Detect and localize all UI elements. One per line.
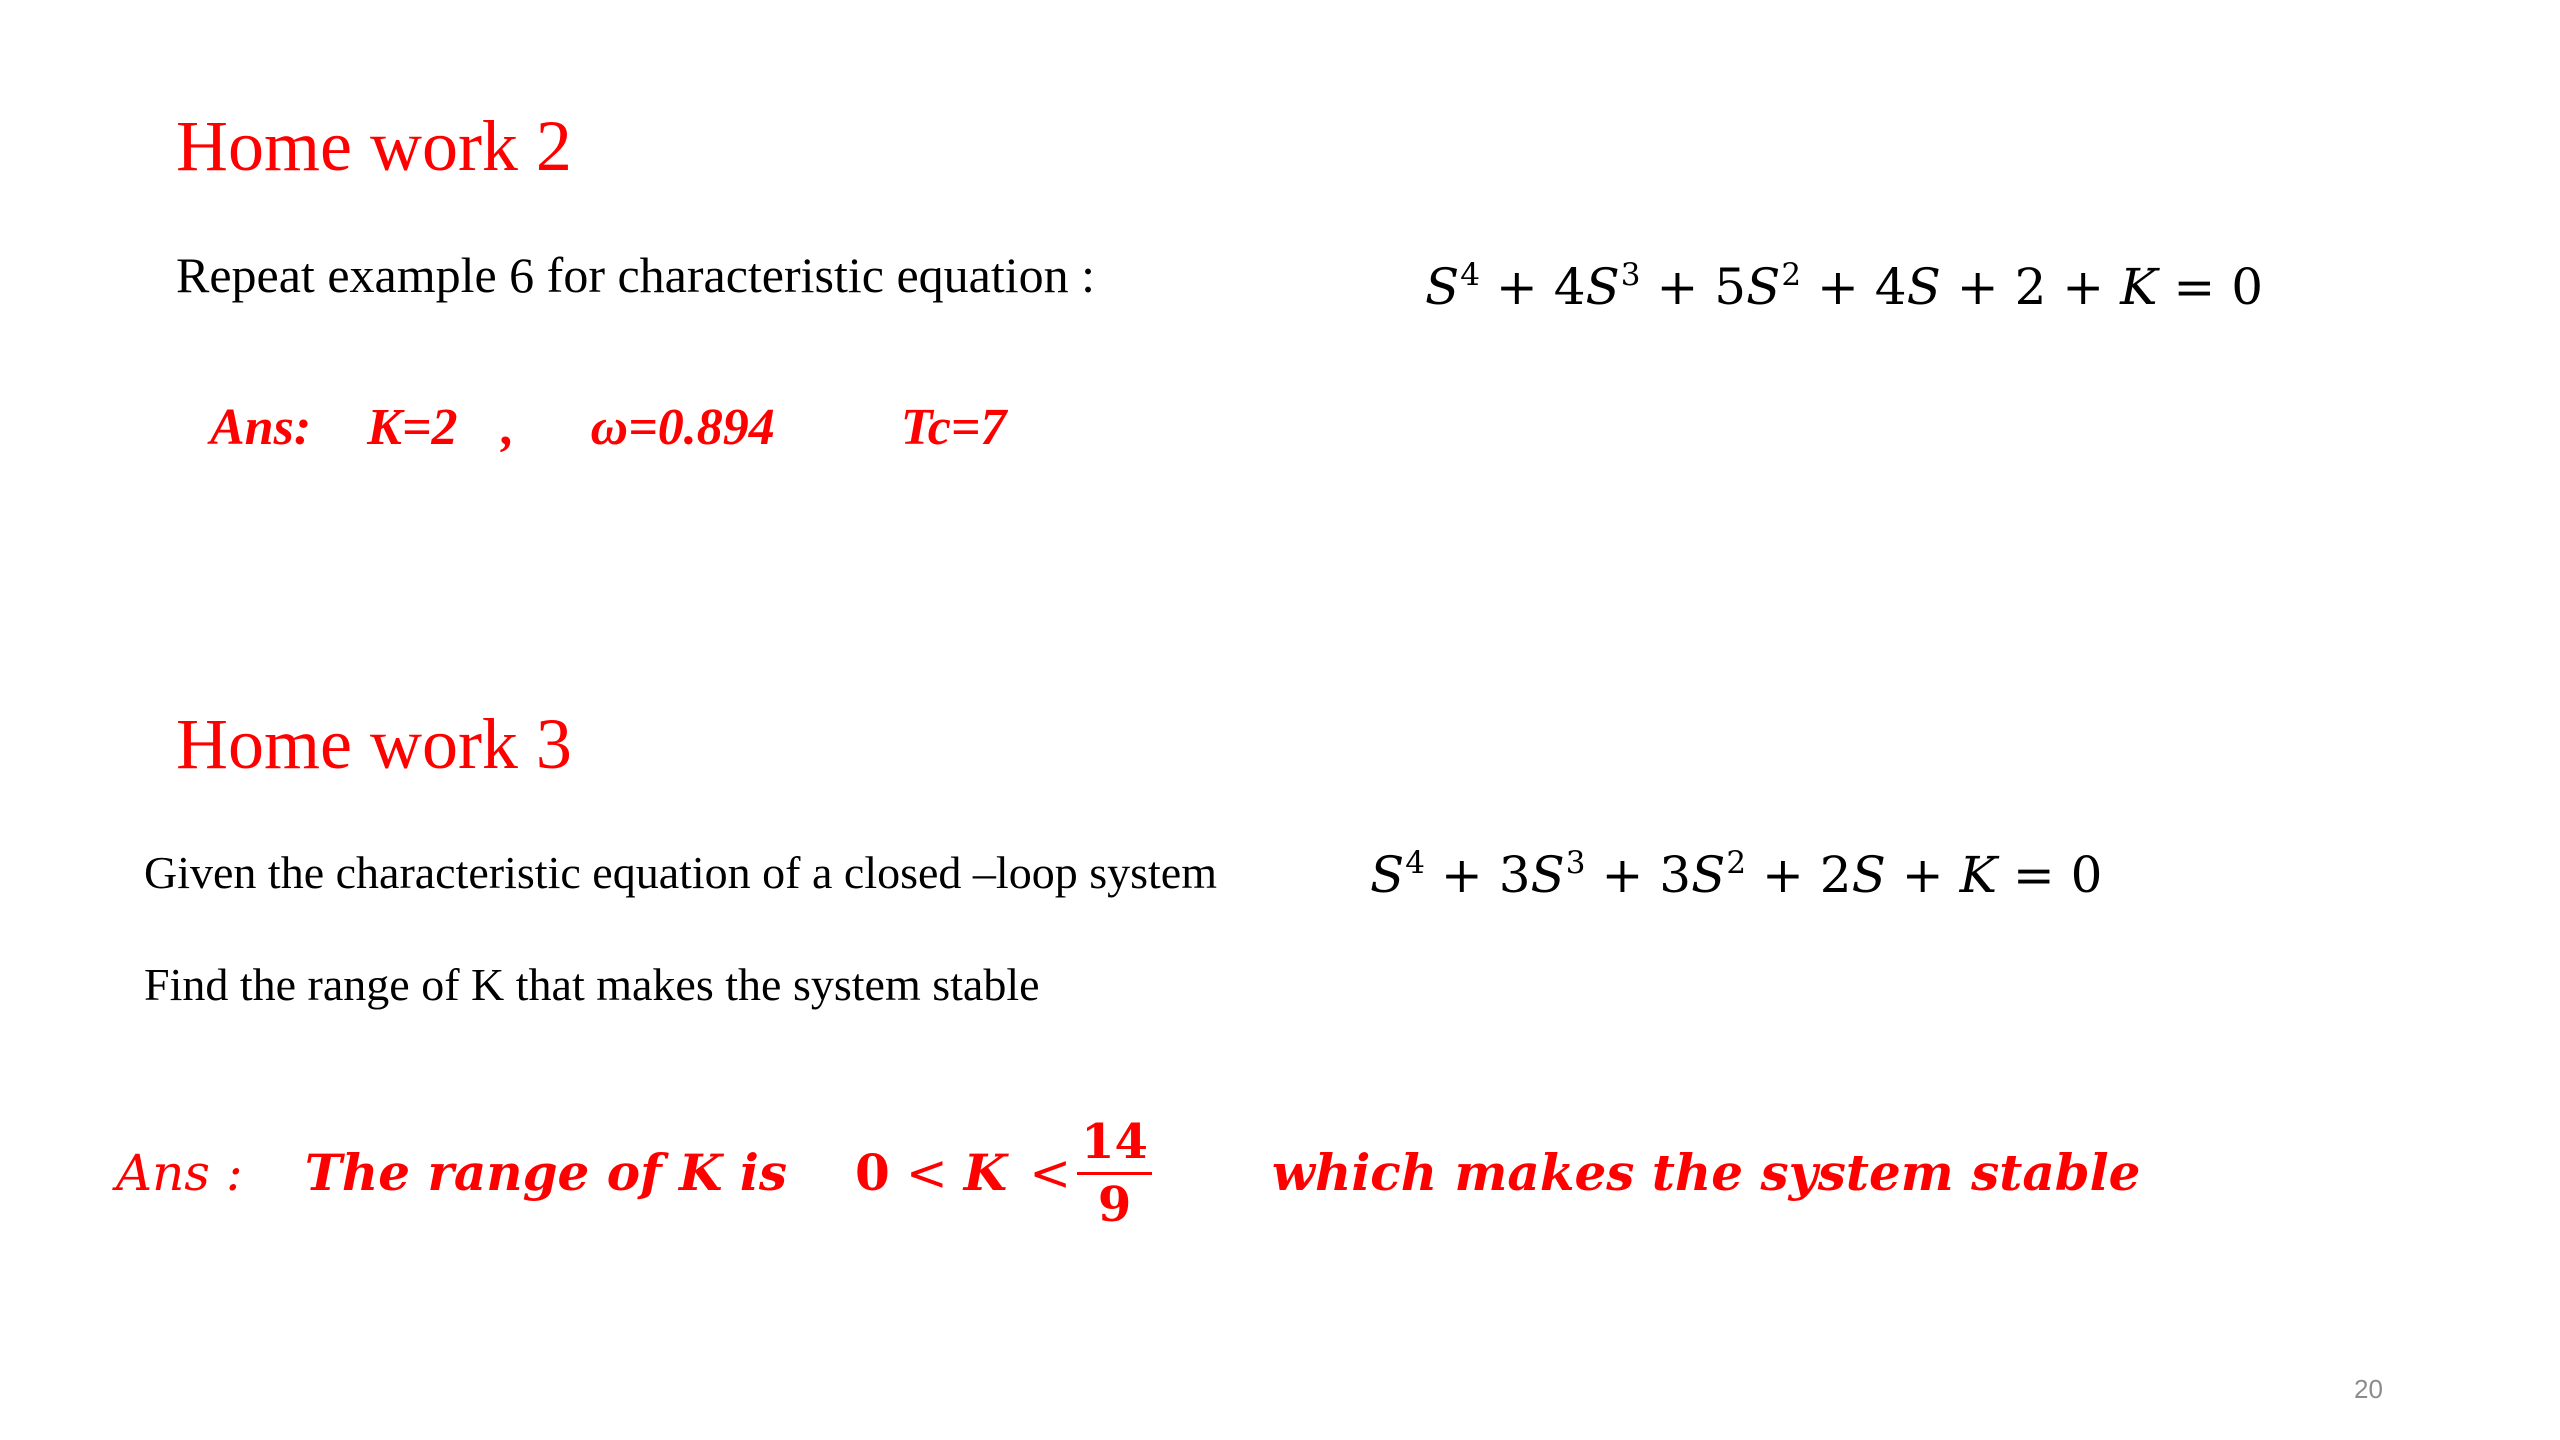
hw3-ans-fraction bbox=[1077, 1113, 1152, 1233]
hw3-eq-equals: = bbox=[2012, 846, 2055, 904]
hw3-ans-frac-num: 14 bbox=[1077, 1118, 1152, 1175]
hw2-equation bbox=[1425, 256, 2263, 316]
hw2-eq-op5: + bbox=[2062, 258, 2105, 316]
hw2-eq-t2-base: S bbox=[1585, 258, 1620, 316]
hw2-eq-op2: + bbox=[1656, 258, 1699, 316]
hw3-ans-label: Ans : bbox=[116, 1144, 243, 1202]
hw3-ans-lt2: < bbox=[1029, 1144, 1072, 1202]
hw2-eq-t1-exp: 4 bbox=[1460, 256, 1480, 293]
hw2-eq-t3-exp: 2 bbox=[1781, 256, 1802, 293]
hw2-prompt: Repeat example 6 for characteristic equation : bbox=[176, 247, 1096, 303]
hw2-eq-op4: + bbox=[1956, 258, 1999, 316]
hw3-ans-lt1: < bbox=[905, 1144, 948, 1202]
hw2-eq-t3-base: S bbox=[1746, 258, 1781, 316]
hw3-ans-range-text: The range of K is bbox=[304, 1143, 788, 1202]
hw3-eq-t3-exp: 2 bbox=[1726, 844, 1747, 881]
hw2-ans-omega: ω=0.894 bbox=[590, 399, 775, 456]
hw3-eq-rhs: 0 bbox=[2070, 846, 2103, 904]
hw2-title: Home work 2 bbox=[176, 106, 572, 186]
hw2-eq-t6: K bbox=[2120, 258, 2158, 316]
hw3-eq-t1-base: S bbox=[1370, 846, 1405, 904]
hw2-eq-t2-coef: 4 bbox=[1553, 258, 1586, 316]
hw2-eq-t5: 2 bbox=[2014, 258, 2047, 316]
hw3-eq-op4: + bbox=[1901, 846, 1944, 904]
hw2-ans-tc: Tc=7 bbox=[900, 399, 1007, 456]
hw2-ans-sep: , bbox=[501, 399, 515, 456]
hw3-eq-op3: + bbox=[1761, 846, 1804, 904]
hw3-eq-t4-coef: 2 bbox=[1819, 846, 1852, 904]
hw2-ans-k: K=2 bbox=[367, 399, 458, 456]
hw3-eq-t2-base: S bbox=[1530, 846, 1565, 904]
hw3-eq-t4-base: S bbox=[1851, 846, 1886, 904]
hw2-eq-t2-exp: 3 bbox=[1620, 256, 1641, 293]
hw2-eq-op3: + bbox=[1816, 258, 1859, 316]
hw3-ans-k: K bbox=[963, 1143, 1008, 1202]
hw3-title: Home work 3 bbox=[176, 704, 572, 784]
hw3-eq-op1: + bbox=[1440, 846, 1483, 904]
page-number: 20 bbox=[2354, 1374, 2383, 1404]
hw3-eq-t1-exp: 4 bbox=[1405, 844, 1425, 881]
hw2-eq-equals: = bbox=[2173, 258, 2216, 316]
hw3-prompt: Given the characteristic equation of a closed –loop system bbox=[144, 847, 1217, 898]
hw2-eq-t4-coef: 4 bbox=[1874, 258, 1907, 316]
hw3-eq-t3-base: S bbox=[1691, 846, 1726, 904]
hw2-eq-t3-coef: 5 bbox=[1714, 258, 1747, 316]
hw3-ans-frac-den: 9 bbox=[1097, 1176, 1132, 1233]
hw3-question: Find the range of K that makes the system stable bbox=[144, 959, 1040, 1010]
hw2-answer bbox=[210, 399, 1007, 456]
hw3-eq-t2-exp: 3 bbox=[1565, 844, 1586, 881]
hw3-ans-tail: which makes the system stable bbox=[1271, 1143, 2141, 1202]
hw2-eq-t4-base: S bbox=[1906, 258, 1941, 316]
hw3-ans-zero: 0 bbox=[855, 1143, 890, 1202]
hw2-eq-op1: + bbox=[1495, 258, 1538, 316]
hw3-eq-t3-coef: 3 bbox=[1659, 846, 1692, 904]
hw2-eq-t1-base: S bbox=[1425, 258, 1460, 316]
hw3-eq-op2: + bbox=[1601, 846, 1644, 904]
hw3-answer bbox=[116, 1108, 2140, 1238]
hw2-eq-rhs: 0 bbox=[2231, 258, 2263, 316]
hw3-equation bbox=[1370, 844, 2103, 904]
hw3-eq-t2-coef: 3 bbox=[1498, 846, 1531, 904]
hw3-eq-t5: K bbox=[1959, 846, 1997, 904]
hw2-ans-label: Ans: bbox=[210, 399, 312, 456]
